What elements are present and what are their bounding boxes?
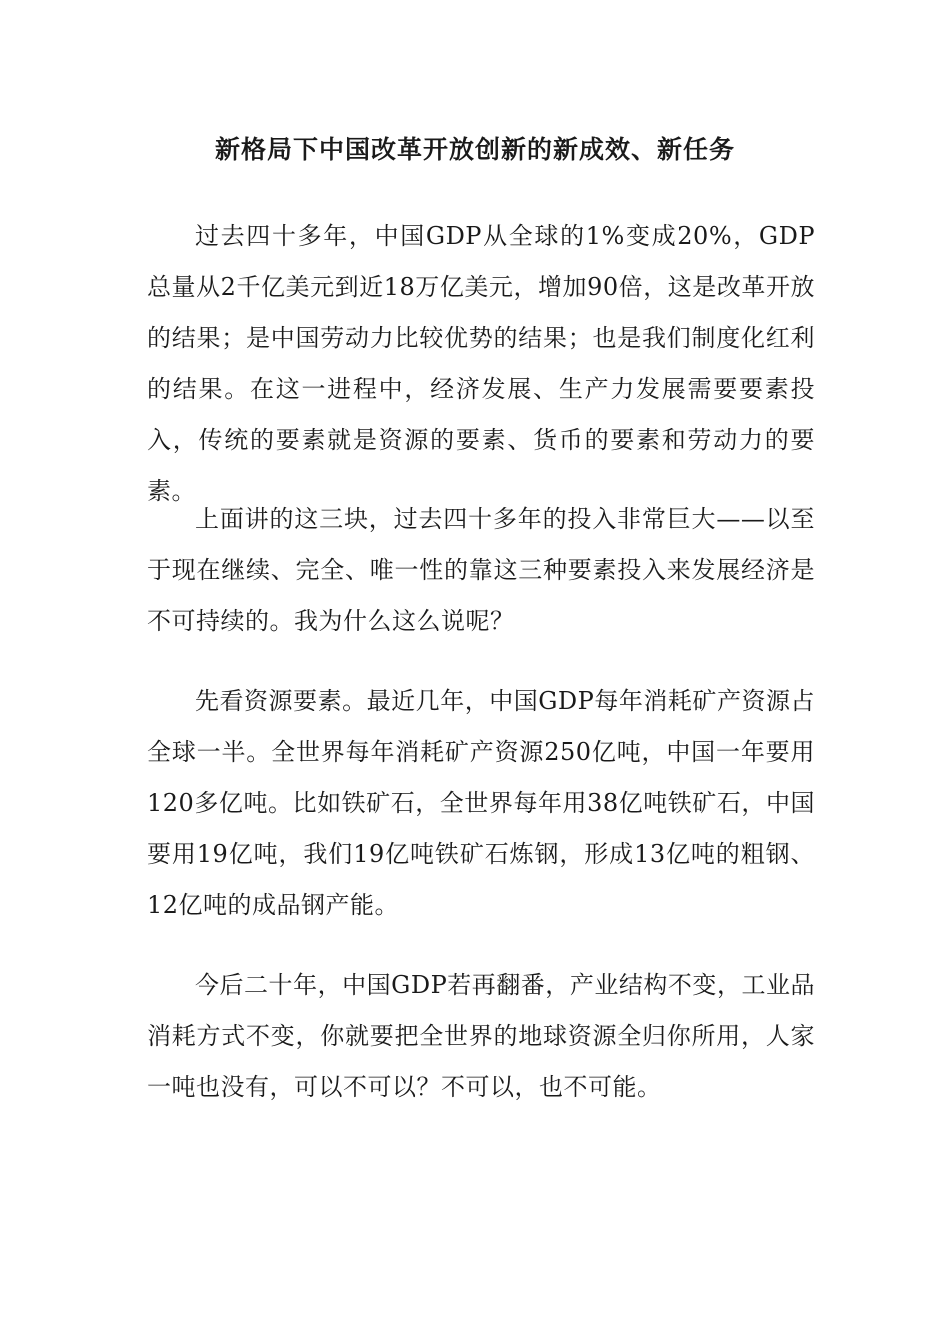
paragraph-1: 过去四十多年，中国GDP从全球的1%变成20%，GDP总量从2千亿美元到近18万亿美元，增加90倍，这是改革开放的结果；是中国劳动力比较优势的结果；也是我们制度化红利的结果。在这一进程中，经济发展、生产力发展需要要素投入，传统的要素就是资源的要素、货币的要素和劳动力的要素。 [147, 222, 815, 505]
paragraph-2: 上面讲的这三块，过去四十多年的投入非常巨大——以至于现在继续、完全、唯一性的靠这三种要素投入来发展经济是不可持续的。我为什么这么说呢？ [147, 505, 815, 635]
paragraph-4: 今后二十年，中国GDP若再翻番，产业结构不变，工业品消耗方式不变，你就要把全世界的地球资源全归你所用，人家一吨也没有，可以不可以？不可以，也不可能。 [147, 971, 815, 1101]
paragraph-3: 先看资源要素。最近几年，中国GDP每年消耗矿产资源占全球一半。全世界每年消耗矿产资源250亿吨，中国一年要用120多亿吨。比如铁矿石，全世界每年用38亿吨铁矿石，中国要用19亿吨，我们19亿吨铁矿石炼钢，形成13亿吨的粗钢、12亿吨的成品钢产能。 [147, 687, 815, 919]
document-title: 新格局下中国改革开放创新的新成效、新任务 [214, 135, 735, 164]
